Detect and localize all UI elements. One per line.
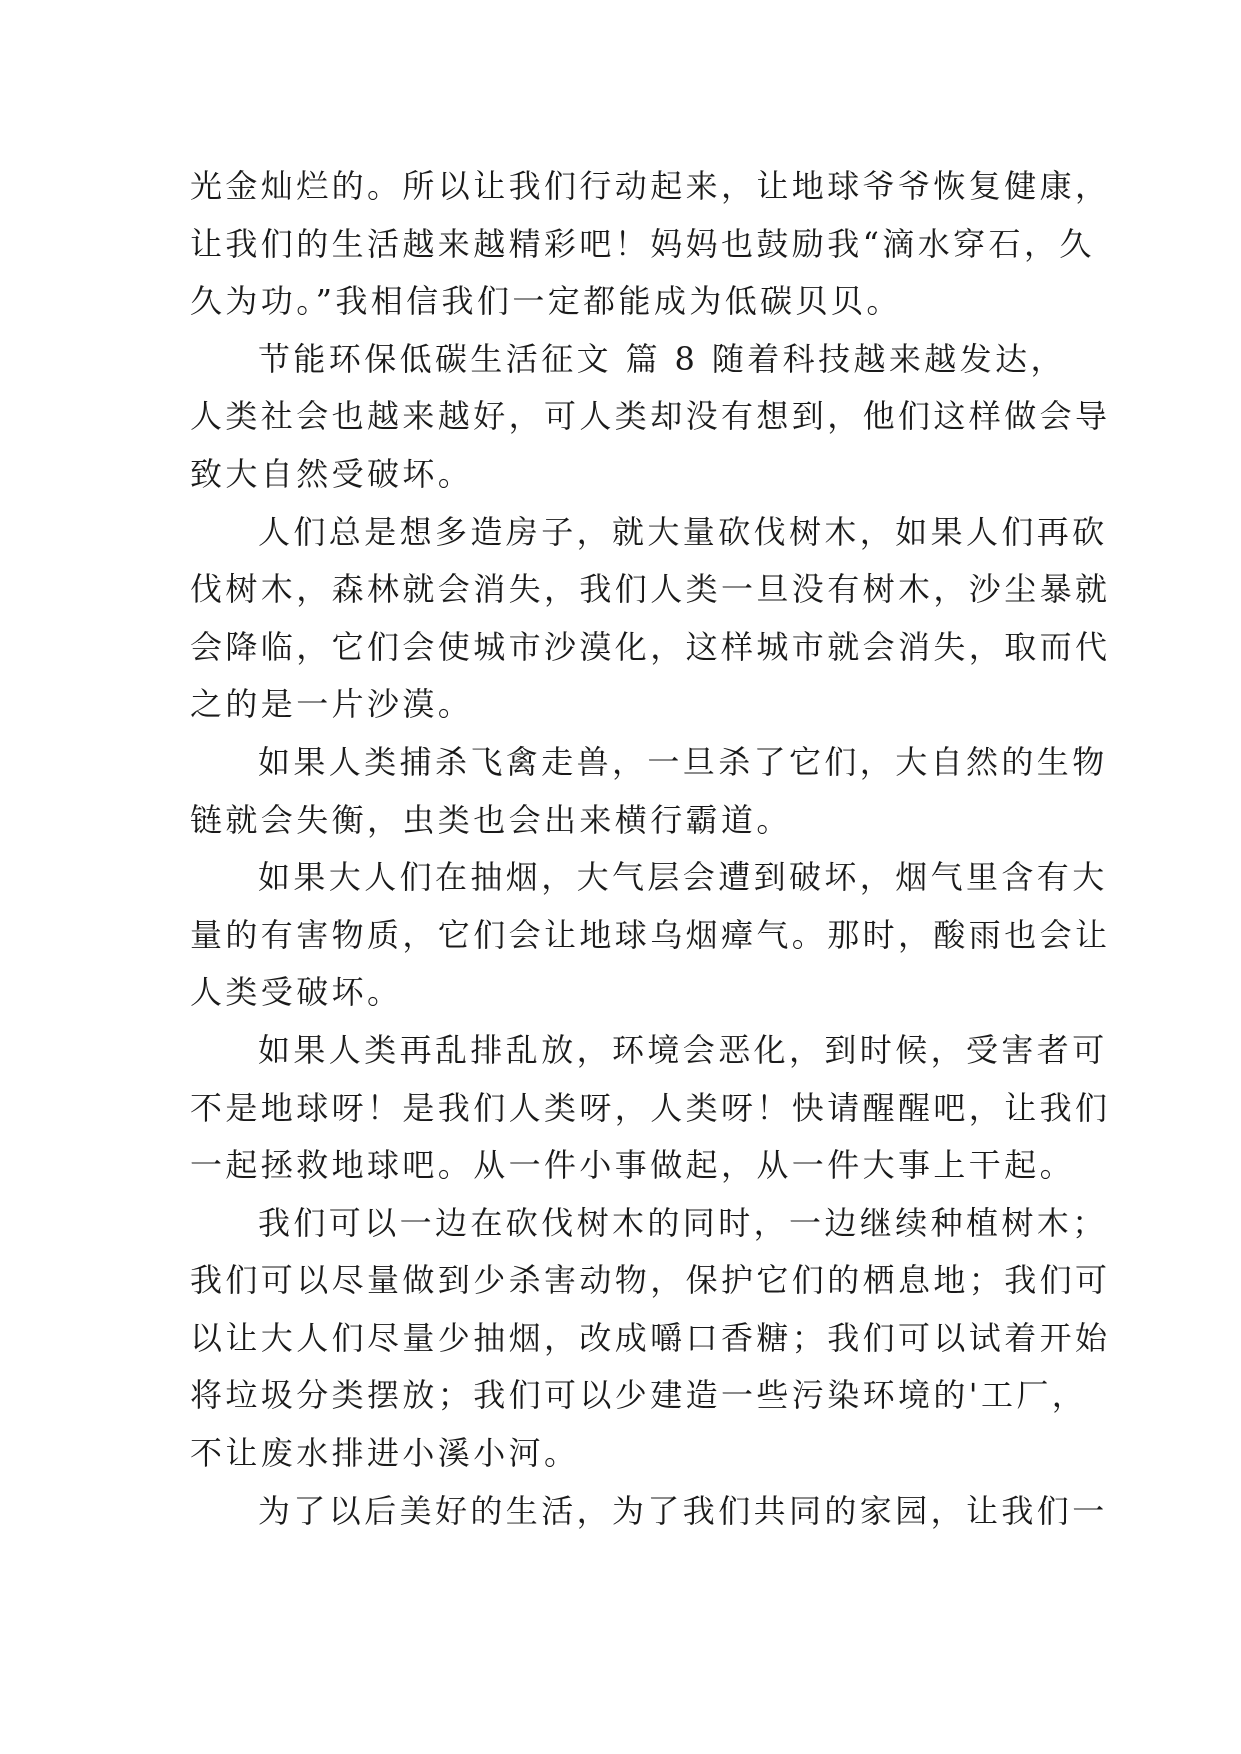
text-line: 人们总是想多造房子，就大量砍伐树木，如果人们再砍	[258, 512, 1108, 551]
text-line: 如果人类捕杀飞禽走兽，一旦杀了它们，大自然的生物	[258, 742, 1108, 781]
text-line: 如果人类再乱排乱放，环境会恶化，到时候，受害者可	[258, 1030, 1108, 1069]
text-line: 我们可以尽量做到少杀害动物，保护它们的栖息地；我们可	[190, 1261, 1111, 1300]
text-line: 如果大人们在抽烟，大气层会遭到破坏，烟气里含有大	[258, 858, 1108, 897]
text-line: 一起拯救地球吧。从一件小事做起，从一件大事上干起。	[190, 1146, 1076, 1185]
text-line: 将垃圾分类摆放；我们可以少建造一些污染环境的'工厂，	[190, 1376, 1088, 1415]
text-line: 我们可以一边在砍伐树木的同时，一边继续种植树木；	[258, 1203, 1108, 1242]
text-line: 量的有害物质，它们会让地球乌烟瘴气。那时，酸雨也会让	[190, 915, 1111, 954]
body-text	[190, 158, 1111, 1540]
text-line: 让我们的生活越来越精彩吧！妈妈也鼓励我“滴水穿石，久	[190, 224, 1095, 263]
text-line: 伐树木，森林就会消失，我们人类一旦没有树木，沙尘暴就	[190, 570, 1111, 609]
text-line: 以让大人们尽量少抽烟，改成嚼口香糖；我们可以试着开始	[190, 1318, 1111, 1357]
text-line: 之的是一片沙漠。	[190, 685, 474, 724]
text-line: 会降临，它们会使城市沙漠化，这样城市就会消失，取而代	[190, 627, 1111, 666]
text-line: 久为功。”我相信我们一定都能成为低碳贝贝。	[190, 282, 902, 321]
section-heading-line: 节能环保低碳生活征文 篇 8 随着科技越来越发达，	[258, 339, 1066, 378]
text-line: 不是地球呀！是我们人类呀，人类呀！快请醒醒吧，让我们	[190, 1088, 1111, 1127]
text-line: 人类受破坏。	[190, 973, 403, 1012]
text-line: 为了以后美好的生活，为了我们共同的家园，让我们一	[258, 1491, 1108, 1530]
text-line: 不让废水排进小溪小河。	[190, 1434, 580, 1473]
text-line: 链就会失衡，虫类也会出来横行霸道。	[190, 800, 792, 839]
text-line: 人类社会也越来越好，可人类却没有想到，他们这样做会导	[190, 397, 1111, 436]
text-line: 光金灿烂的。所以让我们行动起来，让地球爷爷恢复健康，	[190, 167, 1111, 205]
text-line: 致大自然受破坏。	[190, 454, 474, 493]
